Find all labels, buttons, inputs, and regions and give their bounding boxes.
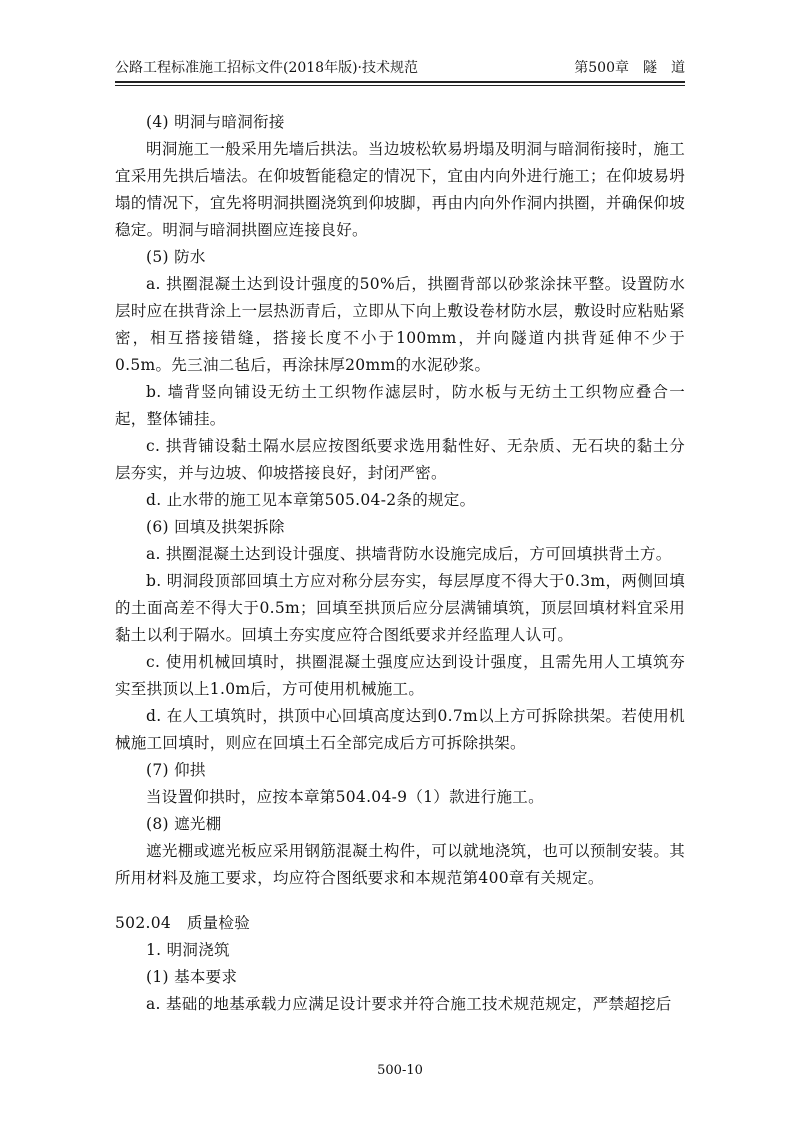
paragraph: c. 使用机械回填时，拱圈混凝土强度应达到设计强度，且需先用人工填筑夯实至拱顶以上1.0m后，方可使用机械施工。 (115, 653, 685, 698)
paragraph: a. 拱圈混凝土达到设计强度、拱墙背防水设施完成后，方可回填拱背土方。 (146, 545, 672, 563)
section-heading: 502.04 质量检验 (115, 914, 251, 932)
subheading-backfill: (6) 回填及拱架拆除 (146, 518, 285, 536)
paragraph: d. 在人工填筑时，拱顶中心回填高度达到0.7m以上方可拆除拱架。若使用机械施工回填时，则应在回填土石全部完成后方可拆除拱架。 (115, 707, 685, 752)
paragraph: b. 明洞段顶部回填土方应对称分层夯实，每层厚度不得大于0.3m，两侧回填的土面高差不得大于0.5m；回填至拱顶后应分层满铺填筑，顶层回填材料宜采用黏土以利于隔水。回填土夯实度应符合图纸要求并经监理人认可。 (115, 572, 685, 644)
header-rule-thick (115, 81, 685, 83)
header-rule-thin (115, 85, 685, 86)
paragraph: a. 拱圈混凝土达到设计强度的50%后，拱圈背部以砂浆涂抹平整。设置防水层时应在拱背涂上一层热沥青后，立即从下向上敷设卷材防水层，敷设时应粘贴紧密，相互搭接错缝，搭接长度不小于100mm，并向隧道内拱背延伸不少于0.5m。先三油二毡后，再涂抹厚20mm的水泥砂浆。 (115, 275, 685, 374)
paragraph: b. 墙背竖向铺设无纺土工织物作滤层时，防水板与无纺土工织物应叠合一起，整体铺挂。 (115, 383, 685, 428)
subheading-waterproofing: (5) 防水 (146, 248, 206, 266)
paragraph: d. 止水带的施工见本章第505.04-2条的规定。 (146, 491, 476, 509)
section-item: a. 基础的地基承载力应满足设计要求并符合施工技术规范规定，严禁超挖后 (146, 995, 672, 1013)
paragraph: c. 拱背铺设黏土隔水层应按图纸要求选用黏性好、无杂质、无石块的黏土分层夯实，并与边坡、仰坡搭接良好，封闭严密。 (115, 437, 685, 482)
section-item: 1. 明洞浇筑 (146, 941, 230, 959)
subheading-invert: (7) 仰拱 (146, 761, 206, 779)
page-number: 500-10 (377, 1063, 423, 1078)
subheading-portal-connection: (4) 明洞与暗洞衔接 (146, 113, 285, 131)
subheading-light-shed: (8) 遮光棚 (146, 815, 222, 833)
paragraph: 遮光棚或遮光板应采用钢筋混凝土构件，可以就地浇筑，也可以预制安装。其所用材料及施工要求，均应符合图纸要求和本规范第400章有关规定。 (115, 842, 685, 887)
running-header (115, 56, 685, 80)
section-item: (1) 基本要求 (146, 968, 238, 986)
paragraph: 当设置仰拱时，应按本章第504.04-9（1）款进行施工。 (146, 788, 544, 806)
paragraph: 明洞施工一般采用先墙后拱法。当边坡松软易坍塌及明洞与暗洞衔接时，施工宜采用先拱后墙法。在仰坡暂能稳定的情况下，宜由内向外进行施工；在仰坡易坍塌的情况下，宜先将明洞拱圈浇筑到仰坡脚，再由内向外作洞内拱圈，并确保仰坡稳定。明洞与暗洞拱圈应连接良好。 (115, 140, 685, 239)
header-document-title: 公路工程标准施工招标文件(2018年版)·技术规范 (115, 60, 419, 76)
header-chapter-title: 第500章 隧 道 (574, 60, 685, 76)
body-text (115, 109, 685, 1018)
